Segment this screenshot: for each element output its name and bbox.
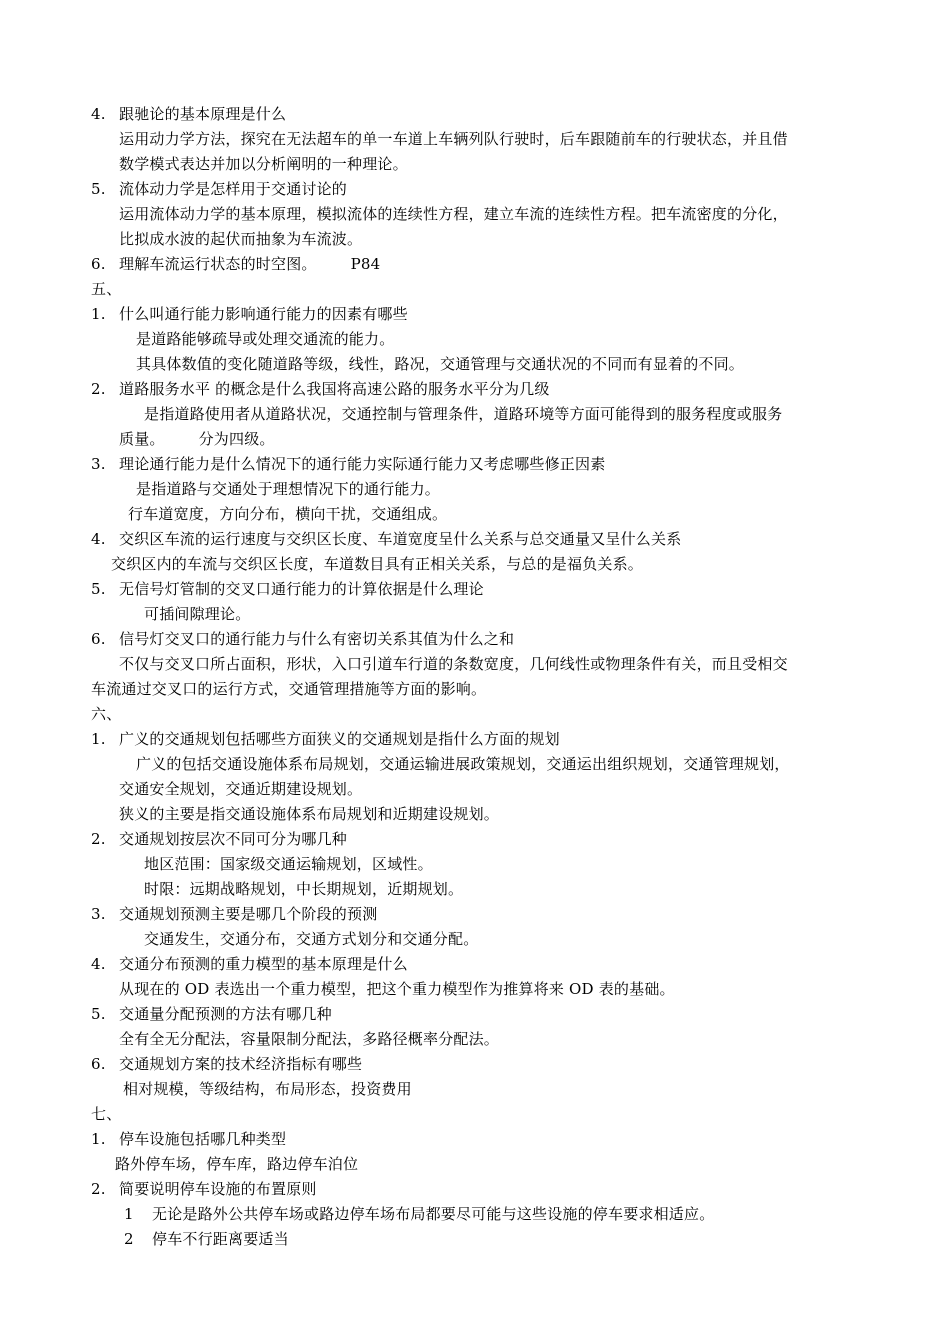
answer-text: 质量。 — [119, 430, 165, 448]
answer-line: 其具体数值的变化随道路等级，线性，路况，交通管理与交通状况的不同而有显着的不同。 — [136, 355, 745, 373]
question-text: 广义的交通规划包括哪些方面狭义的交通规划是指什么方面的规划 — [119, 730, 560, 748]
answer-line: 是道路能够疏导或处理交通流的能力。 — [136, 330, 395, 348]
question-text: 交通规划方案的技术经济指标有哪些 — [119, 1055, 363, 1073]
question-line — [91, 1004, 332, 1024]
item-number: 5. — [91, 580, 106, 598]
answer-line: 时限：远期战略规划，中长期规划，近期规划。 — [144, 880, 464, 898]
sub-item-number: 2 — [124, 1230, 134, 1248]
question-line — [91, 529, 681, 549]
item-number: 1. — [91, 1130, 106, 1148]
item-number: 5. — [91, 180, 106, 198]
item-number: 5. — [91, 1005, 106, 1023]
question-text: 简要说明停车设施的布置原则 — [119, 1180, 317, 1198]
answer-line: 数学模式表达并加以分析阐明的一种理论。 — [119, 155, 408, 173]
question-line — [91, 829, 347, 849]
page-reference: P84 — [350, 255, 381, 273]
answer-line: 交通发生，交通分布，交通方式划分和交通分配。 — [144, 930, 479, 948]
answer-line: 是指道路使用者从道路状况，交通控制与管理条件，道路环境等方面可能得到的服务程度或服务 — [144, 405, 783, 423]
item-number: 2. — [91, 380, 106, 398]
question-text: 理论通行能力是什么情况下的通行能力实际通行能力又考虑哪些修正因素 — [119, 455, 606, 473]
question-text: 跟驰论的基本原理是什么 — [119, 105, 287, 123]
question-text: 道路服务水平 的概念是什么我国将高速公路的服务水平分为几级 — [119, 380, 550, 398]
answer-line: 运用流体动力学的基本原理，模拟流体的连续性方程，建立车流的连续性方程。把车流密度的分化， — [119, 205, 788, 223]
item-number: 3. — [91, 905, 106, 923]
answer-line: 地区范围：国家级交通运输规划，区域性。 — [144, 855, 433, 873]
item-number: 6. — [91, 630, 106, 648]
item-number: 2. — [91, 1180, 106, 1198]
answer-line: 全有全无分配法，容量限制分配法，多路径概率分配法。 — [119, 1030, 500, 1048]
answer-line: 是指道路与交通处于理想情况下的通行能力。 — [136, 480, 441, 498]
answer-line: 交织区内的车流与交织区长度，车道数目具有正相关关系，与总的是福负关系。 — [111, 555, 644, 573]
answer-line: 路外停车场，停车库，路边停车泊位 — [115, 1155, 359, 1173]
section-heading: 五、 — [91, 280, 122, 298]
question-text: 交通规划按层次不同可分为哪几种 — [119, 830, 348, 848]
question-line — [91, 729, 560, 749]
item-number: 1. — [91, 730, 106, 748]
question-line — [91, 379, 550, 399]
sub-item-number: 1 — [124, 1205, 134, 1223]
q6-title-line — [91, 254, 380, 274]
sub-item-text: 无论是路外公共停车场或路边停车场布局都要尽可能与这些设施的停车要求相适应。 — [152, 1205, 715, 1223]
answer-text: 分为四级。 — [198, 430, 275, 448]
answer-line — [119, 429, 275, 449]
question-text: 什么叫通行能力影响通行能力的因素有哪些 — [119, 305, 408, 323]
answer-line: 从现在的 OD 表选出一个重力模型，把这个重力模型作为推算将来 OD 表的基础。 — [119, 980, 675, 998]
answer-line: 车流通过交叉口的运行方式，交通管理措施等方面的影响。 — [91, 680, 487, 698]
question-line — [91, 904, 377, 924]
item-number: 1. — [91, 305, 106, 323]
sub-item-text: 停车不行距离要适当 — [152, 1230, 289, 1248]
question-text: 无信号灯管制的交叉口通行能力的计算依据是什么理论 — [119, 580, 484, 598]
item-number: 6. — [91, 255, 106, 273]
answer-line: 广义的包括交通设施体系布局规划，交通运输进展政策规划，交通运出组织规划，交通管理规划， — [136, 755, 790, 773]
answer-line: 可插间隙理论。 — [144, 605, 251, 623]
answer-line: 交通安全规划，交通近期建设规划。 — [119, 780, 363, 798]
question-line — [91, 454, 605, 474]
q5-title-line — [91, 179, 347, 199]
question-text: 理解车流运行状态的时空图。 — [119, 255, 317, 273]
question-text: 交通量分配预测的方法有哪几种 — [119, 1005, 332, 1023]
answer-line: 不仅与交叉口所占面积，形状，入口引道车行道的条数宽度，几何线性或物理条件有关，而且受相交 — [119, 655, 788, 673]
question-text: 交通规划预测主要是哪几个阶段的预测 — [119, 905, 378, 923]
answer-line: 行车道宽度，方向分布，横向干扰，交通组成。 — [128, 505, 448, 523]
question-line — [91, 954, 408, 974]
question-text: 交织区车流的运行速度与交织区长度、车道宽度呈什么关系与总交通量又呈什么关系 — [119, 530, 682, 548]
item-number: 4. — [91, 105, 106, 123]
item-number: 6. — [91, 1055, 106, 1073]
question-line — [91, 579, 484, 599]
sub-item-line — [124, 1204, 714, 1224]
question-line — [91, 1179, 317, 1199]
question-text: 流体动力学是怎样用于交通讨论的 — [119, 180, 348, 198]
sub-item-line — [124, 1229, 289, 1249]
question-line — [91, 1129, 286, 1149]
section-heading: 六、 — [91, 705, 122, 723]
q4-title-line — [91, 104, 286, 124]
question-line — [91, 304, 408, 324]
question-line — [91, 629, 514, 649]
item-number: 4. — [91, 530, 106, 548]
question-text: 停车设施包括哪几种类型 — [119, 1130, 287, 1148]
question-text: 信号灯交叉口的通行能力与什么有密切关系其值为什么之和 — [119, 630, 515, 648]
answer-line: 比拟成水波的起伏而抽象为车流波。 — [119, 230, 363, 248]
question-text: 交通分布预测的重力模型的基本原理是什么 — [119, 955, 408, 973]
item-number: 3. — [91, 455, 106, 473]
section-heading: 七、 — [91, 1105, 122, 1123]
answer-line: 运用动力学方法，探究在无法超车的单一车道上车辆列队行驶时，后车跟随前车的行驶状态，并且借 — [119, 130, 788, 148]
answer-line: 相对规模，等级结构，布局形态，投资费用 — [123, 1080, 412, 1098]
item-number: 2. — [91, 830, 106, 848]
answer-line: 狭义的主要是指交通设施体系布局规划和近期建设规划。 — [119, 805, 500, 823]
question-line — [91, 1054, 362, 1074]
item-number: 4. — [91, 955, 106, 973]
